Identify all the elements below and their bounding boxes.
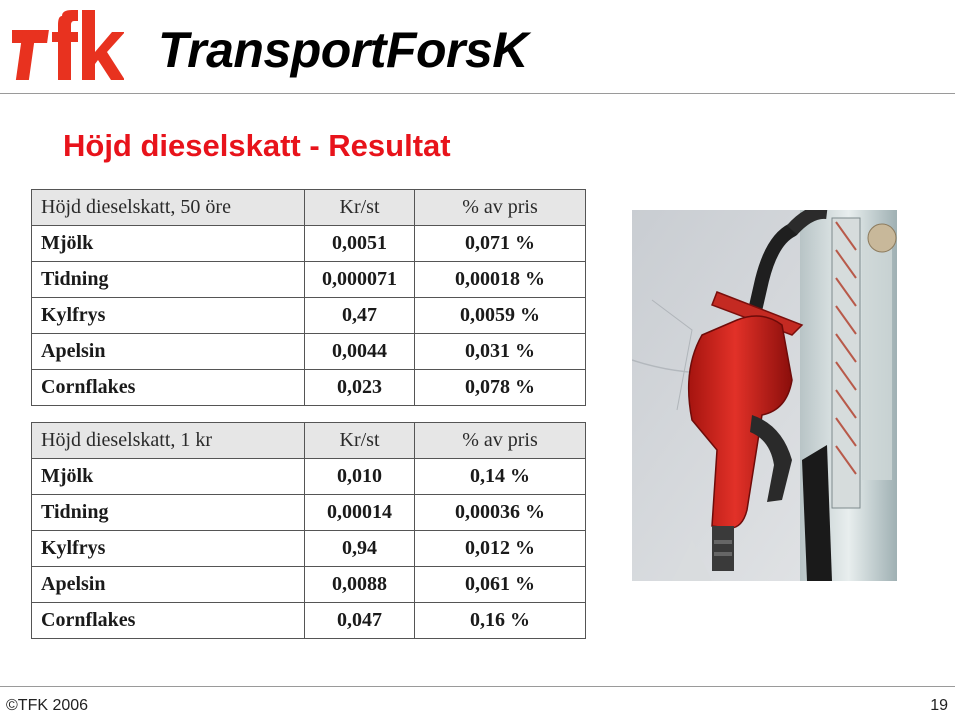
column-header-item: Höjd dieselskatt, 50 öre — [32, 190, 305, 226]
kr-st-cell: 0,023 — [305, 370, 415, 406]
header-divider — [0, 93, 955, 94]
footer-divider — [0, 686, 955, 687]
pct-price-cell: 0,0059 % — [415, 298, 586, 334]
table-row — [32, 495, 586, 531]
kr-st-cell: 0,00014 — [305, 495, 415, 531]
product-cell: Cornflakes — [32, 603, 305, 639]
kr-st-cell: 0,0044 — [305, 334, 415, 370]
pct-price-cell: 0,14 % — [415, 459, 586, 495]
table-row — [32, 531, 586, 567]
pct-price-cell: 0,16 % — [415, 603, 586, 639]
kr-st-cell: 0,0051 — [305, 226, 415, 262]
kr-st-cell: 0,47 — [305, 298, 415, 334]
column-header-kr-st: Kr/st — [305, 423, 415, 459]
product-cell: Kylfrys — [32, 298, 305, 334]
product-cell: Tidning — [32, 495, 305, 531]
product-cell: Tidning — [32, 262, 305, 298]
page-number: 19 — [930, 697, 948, 714]
kr-st-cell: 0,010 — [305, 459, 415, 495]
pct-price-cell: 0,012 % — [415, 531, 586, 567]
table-row — [32, 370, 586, 406]
kr-st-cell: 0,0088 — [305, 567, 415, 603]
table-row — [32, 334, 586, 370]
table-row — [32, 262, 586, 298]
product-cell: Mjölk — [32, 459, 305, 495]
diesel-tax-1-kr-table — [31, 422, 586, 639]
kr-st-cell: 0,000071 — [305, 262, 415, 298]
column-header-item: Höjd dieselskatt, 1 kr — [32, 423, 305, 459]
kr-st-cell: 0,94 — [305, 531, 415, 567]
product-cell: Kylfrys — [32, 531, 305, 567]
table-row — [32, 459, 586, 495]
footer-copyright: ©TFK 2006 — [6, 697, 89, 714]
kr-st-cell: 0,047 — [305, 603, 415, 639]
tfk-logo — [12, 8, 124, 88]
product-cell: Mjölk — [32, 226, 305, 262]
fuel-nozzle-photo — [632, 210, 897, 581]
product-cell: Apelsin — [32, 567, 305, 603]
slide-title: Höjd dieselskatt - Resultat — [63, 128, 451, 163]
table-header-row — [32, 423, 586, 459]
pct-price-cell: 0,078 % — [415, 370, 586, 406]
diesel-tax-50-ore-table — [31, 189, 586, 406]
column-header-kr-st: Kr/st — [305, 190, 415, 226]
company-name: TransportForsK — [158, 22, 528, 78]
table-row — [32, 298, 586, 334]
product-cell: Apelsin — [32, 334, 305, 370]
column-header-pct-price: % av pris — [415, 190, 586, 226]
table-row — [32, 226, 586, 262]
logo-text: TFK — [68, 85, 72, 87]
table-row — [32, 567, 586, 603]
pct-price-cell: 0,00018 % — [415, 262, 586, 298]
pct-price-cell: 0,071 % — [415, 226, 586, 262]
product-cell: Cornflakes — [32, 370, 305, 406]
column-header-pct-price: % av pris — [415, 423, 586, 459]
pct-price-cell: 0,061 % — [415, 567, 586, 603]
table-header-row — [32, 190, 586, 226]
pct-price-cell: 0,00036 % — [415, 495, 586, 531]
table-row — [32, 603, 586, 639]
pct-price-cell: 0,031 % — [415, 334, 586, 370]
